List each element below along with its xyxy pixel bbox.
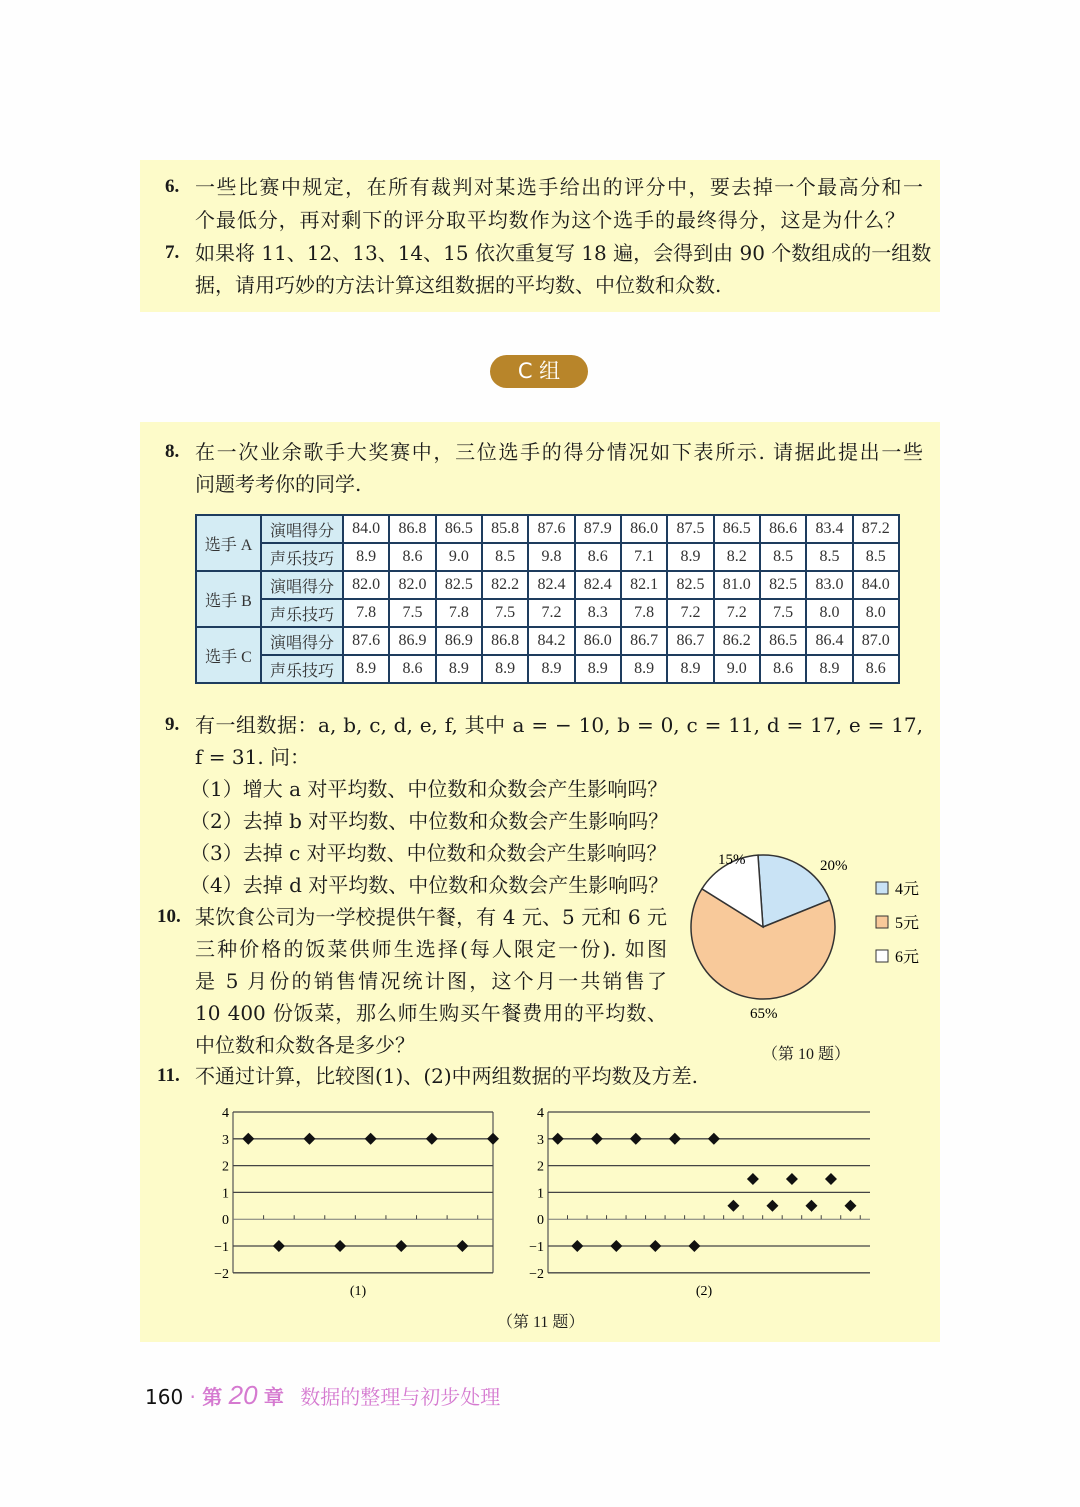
y-tick-label: 3 — [222, 1132, 229, 1148]
score-cell: 8.9 — [575, 655, 621, 683]
chart-subtitle: (2) — [695, 1284, 713, 1299]
data-point — [426, 1133, 438, 1145]
score-cell: 83.0 — [806, 571, 852, 599]
y-tick-label: 1 — [222, 1186, 229, 1202]
problem-9-text: f = 31. 问： — [195, 745, 311, 769]
score-cell: 9.0 — [436, 543, 482, 571]
score-cell: 86.8 — [482, 627, 528, 655]
score-cell: 8.5 — [482, 543, 528, 571]
y-tick-label: −2 — [214, 1266, 229, 1282]
score-cell: 7.8 — [343, 599, 389, 627]
y-tick-label: 4 — [537, 1106, 544, 1121]
player-label: 选手 C — [196, 627, 261, 683]
score-cell: 8.0 — [853, 599, 899, 627]
score-cell: 82.4 — [575, 571, 621, 599]
score-cell: 86.0 — [621, 515, 667, 543]
score-cell: 86.9 — [436, 627, 482, 655]
score-cell: 82.5 — [436, 571, 482, 599]
score-cell: 8.5 — [806, 543, 852, 571]
score-cell: 8.5 — [760, 543, 806, 571]
score-cell: 86.8 — [389, 515, 435, 543]
problem-9-item: （3）去掉 c 对平均数、中位数和众数会产生影响吗？ — [190, 841, 667, 865]
y-tick-label: 0 — [222, 1213, 229, 1229]
score-cell: 87.0 — [853, 627, 899, 655]
data-point — [786, 1173, 798, 1185]
y-tick-label: 2 — [537, 1159, 544, 1175]
score-cell: 9.8 — [528, 543, 574, 571]
score-cell: 8.9 — [436, 655, 482, 683]
problem-10-text: 三种价格的饭菜供师生选择(每人限定一份). 如图 — [195, 937, 667, 961]
score-cell: 8.9 — [343, 543, 389, 571]
score-cell: 86.7 — [621, 627, 667, 655]
data-point — [825, 1173, 837, 1185]
score-cell: 7.5 — [389, 599, 435, 627]
problem-8-text: 在一次业余歌手大奖赛中，三位选手的得分情况如下表所示. 请据此提出一些 — [195, 440, 923, 464]
problem-9-item: （1）增大 a 对平均数、中位数和众数会产生影响吗？ — [190, 777, 668, 801]
score-cell: 82.1 — [621, 571, 667, 599]
page-footer — [145, 1380, 500, 1411]
score-cell: 8.9 — [667, 543, 713, 571]
score-cell: 8.2 — [714, 543, 760, 571]
y-tick-label: −1 — [529, 1240, 544, 1255]
problem-7-text: 如果将 11、12、13、14、15 依次重复写 18 遍，会得到由 90 个数组成的一组数 — [195, 241, 932, 265]
problem-6-text: 一些比赛中规定，在所有裁判对某选手给出的评分中，要去掉一个最高分和一 — [195, 175, 923, 199]
scatter-chart-1 — [200, 1100, 500, 1310]
chapter-number: 20 — [228, 1380, 258, 1410]
score-cell: 86.0 — [575, 627, 621, 655]
score-cell: 87.5 — [667, 515, 713, 543]
problem-9-text: 有一组数据：a, b, c, d, e, f, 其中 a = − 10, b = 0, c = 11, d = 17, e = 17, — [195, 713, 923, 737]
data-point — [649, 1240, 661, 1252]
score-cell: 81.0 — [714, 571, 760, 599]
data-point — [669, 1133, 681, 1145]
y-tick-label: 2 — [222, 1159, 229, 1175]
legend-label: 4元 — [895, 881, 920, 898]
score-cell: 86.9 — [389, 627, 435, 655]
data-point — [844, 1200, 856, 1212]
legend-label: 6元 — [895, 949, 920, 966]
legend-label: 5元 — [895, 915, 920, 932]
data-point — [273, 1240, 285, 1252]
data-point — [334, 1240, 346, 1252]
problem-7-text: 据，请用巧妙的方法计算这组数据的平均数、中位数和众数. — [195, 273, 722, 297]
data-point — [805, 1200, 817, 1212]
score-cell: 7.5 — [482, 599, 528, 627]
score-cell: 86.7 — [667, 627, 713, 655]
data-point — [610, 1240, 622, 1252]
data-point — [727, 1200, 739, 1212]
problem-11-number: 11. — [157, 1065, 180, 1086]
score-cell: 7.2 — [714, 599, 760, 627]
player-label: 选手 A — [196, 515, 261, 571]
y-tick-label: −1 — [214, 1240, 229, 1255]
data-point — [630, 1133, 642, 1145]
score-cell: 86.6 — [760, 515, 806, 543]
problem-10-text: 某饮食公司为一学校提供午餐，有 4 元、5 元和 6 元 — [195, 905, 667, 929]
score-cell: 82.0 — [343, 571, 389, 599]
score-cell: 84.2 — [528, 627, 574, 655]
table-row — [196, 599, 899, 627]
y-tick-label: −2 — [529, 1266, 544, 1282]
score-cell: 86.4 — [806, 627, 852, 655]
pie-data-label: 15% — [718, 852, 746, 868]
problem-7-number: 7. — [165, 242, 180, 263]
problem-9-number: 9. — [165, 714, 180, 735]
data-point — [456, 1240, 468, 1252]
chapter-label: 第 — [202, 1385, 223, 1409]
score-cell: 7.2 — [667, 599, 713, 627]
legend-swatch — [876, 916, 888, 928]
group-c-badge: C 组 — [490, 355, 588, 388]
metric-label: 演唱得分 — [261, 515, 343, 543]
score-cell: 82.5 — [760, 571, 806, 599]
data-point — [303, 1133, 315, 1145]
score-cell: 84.0 — [343, 515, 389, 543]
score-cell: 82.4 — [528, 571, 574, 599]
problem-10-text: 10 400 份饭菜，那么师生购买午餐费用的平均数、 — [195, 1001, 667, 1025]
score-cell: 8.6 — [853, 655, 899, 683]
problem-8-text: 问题考考你的同学. — [195, 472, 362, 496]
score-cell: 8.9 — [621, 655, 667, 683]
score-cell: 8.6 — [389, 543, 435, 571]
data-point — [688, 1240, 700, 1252]
separator: · — [189, 1385, 196, 1409]
metric-label: 声乐技巧 — [261, 655, 343, 683]
legend-swatch — [876, 950, 888, 962]
y-tick-label: 1 — [537, 1186, 544, 1202]
figure-10-caption: （第 10 题） — [762, 1046, 851, 1063]
chapter-label: 章 — [263, 1385, 284, 1409]
score-cell: 7.8 — [436, 599, 482, 627]
problem-9-item: （4）去掉 d 对平均数、中位数和众数会产生影响吗？ — [190, 873, 669, 897]
score-cell: 83.4 — [806, 515, 852, 543]
table-row — [196, 543, 899, 571]
score-cell: 87.6 — [343, 627, 389, 655]
score-cell: 86.5 — [760, 627, 806, 655]
metric-label: 声乐技巧 — [261, 543, 343, 571]
pie-data-label: 20% — [820, 858, 848, 874]
table-row — [196, 571, 899, 599]
page-number: 160 — [145, 1385, 184, 1409]
metric-label: 演唱得分 — [261, 627, 343, 655]
data-point — [242, 1133, 254, 1145]
data-point — [395, 1240, 407, 1252]
y-tick-label: 3 — [537, 1132, 544, 1148]
score-cell: 7.5 — [760, 599, 806, 627]
problem-8-number: 8. — [165, 441, 180, 462]
score-cell: 8.3 — [575, 599, 621, 627]
score-cell: 7.2 — [528, 599, 574, 627]
chart-subtitle: (1) — [349, 1284, 367, 1299]
score-cell: 8.6 — [575, 543, 621, 571]
problem-6-text: 个最低分，再对剩下的评分取平均数作为这个选手的最终得分，这是为什么？ — [195, 208, 905, 232]
score-cell: 87.2 — [853, 515, 899, 543]
figure-11-caption: （第 11 题） — [497, 1314, 585, 1331]
table-row — [196, 627, 899, 655]
score-cell: 8.6 — [389, 655, 435, 683]
score-cell: 8.9 — [667, 655, 713, 683]
y-tick-label: 4 — [222, 1106, 229, 1121]
score-cell: 9.0 — [714, 655, 760, 683]
score-cell: 8.9 — [528, 655, 574, 683]
score-table — [195, 514, 900, 684]
score-cell: 82.2 — [482, 571, 528, 599]
metric-label: 演唱得分 — [261, 571, 343, 599]
player-label: 选手 B — [196, 571, 261, 627]
problem-10-text: 是 5 月份的销售情况统计图，这个月一共销售了 — [195, 969, 667, 993]
score-cell: 87.9 — [575, 515, 621, 543]
data-point — [766, 1200, 778, 1212]
problem-9-item: （2）去掉 b 对平均数、中位数和众数会产生影响吗？ — [190, 809, 669, 833]
score-cell: 86.2 — [714, 627, 760, 655]
data-point — [571, 1240, 583, 1252]
problem-10-number: 10. — [157, 906, 181, 927]
chapter-title: 数据的整理与初步处理 — [300, 1385, 501, 1409]
data-point — [591, 1133, 603, 1145]
data-point — [552, 1133, 564, 1145]
score-cell: 8.9 — [343, 655, 389, 683]
score-cell: 87.6 — [528, 515, 574, 543]
data-point — [708, 1133, 720, 1145]
problem-10-text: 中位数和众数各是多少？ — [195, 1033, 415, 1057]
score-cell: 8.9 — [806, 655, 852, 683]
table-row — [196, 655, 899, 683]
problem-6-number: 6. — [165, 176, 180, 197]
score-cell: 85.8 — [482, 515, 528, 543]
scatter-chart-2 — [515, 1100, 880, 1310]
legend-swatch — [876, 882, 888, 894]
pie-chart — [680, 840, 940, 1030]
score-cell: 8.6 — [760, 655, 806, 683]
data-point — [487, 1133, 499, 1145]
score-cell: 86.5 — [436, 515, 482, 543]
metric-label: 声乐技巧 — [261, 599, 343, 627]
score-cell: 8.5 — [853, 543, 899, 571]
score-cell: 7.8 — [621, 599, 667, 627]
score-cell: 8.9 — [482, 655, 528, 683]
data-point — [365, 1133, 377, 1145]
pie-data-label: 65% — [750, 1006, 778, 1022]
table-row — [196, 515, 899, 543]
score-cell: 82.0 — [389, 571, 435, 599]
score-cell: 7.1 — [621, 543, 667, 571]
problem-11-text: 不通过计算，比较图(1)、(2)中两组数据的平均数及方差. — [195, 1064, 699, 1088]
score-cell: 8.0 — [806, 599, 852, 627]
y-tick-label: 0 — [537, 1213, 544, 1229]
data-point — [747, 1173, 759, 1185]
score-cell: 84.0 — [853, 571, 899, 599]
score-cell: 82.5 — [667, 571, 713, 599]
score-cell: 86.5 — [714, 515, 760, 543]
